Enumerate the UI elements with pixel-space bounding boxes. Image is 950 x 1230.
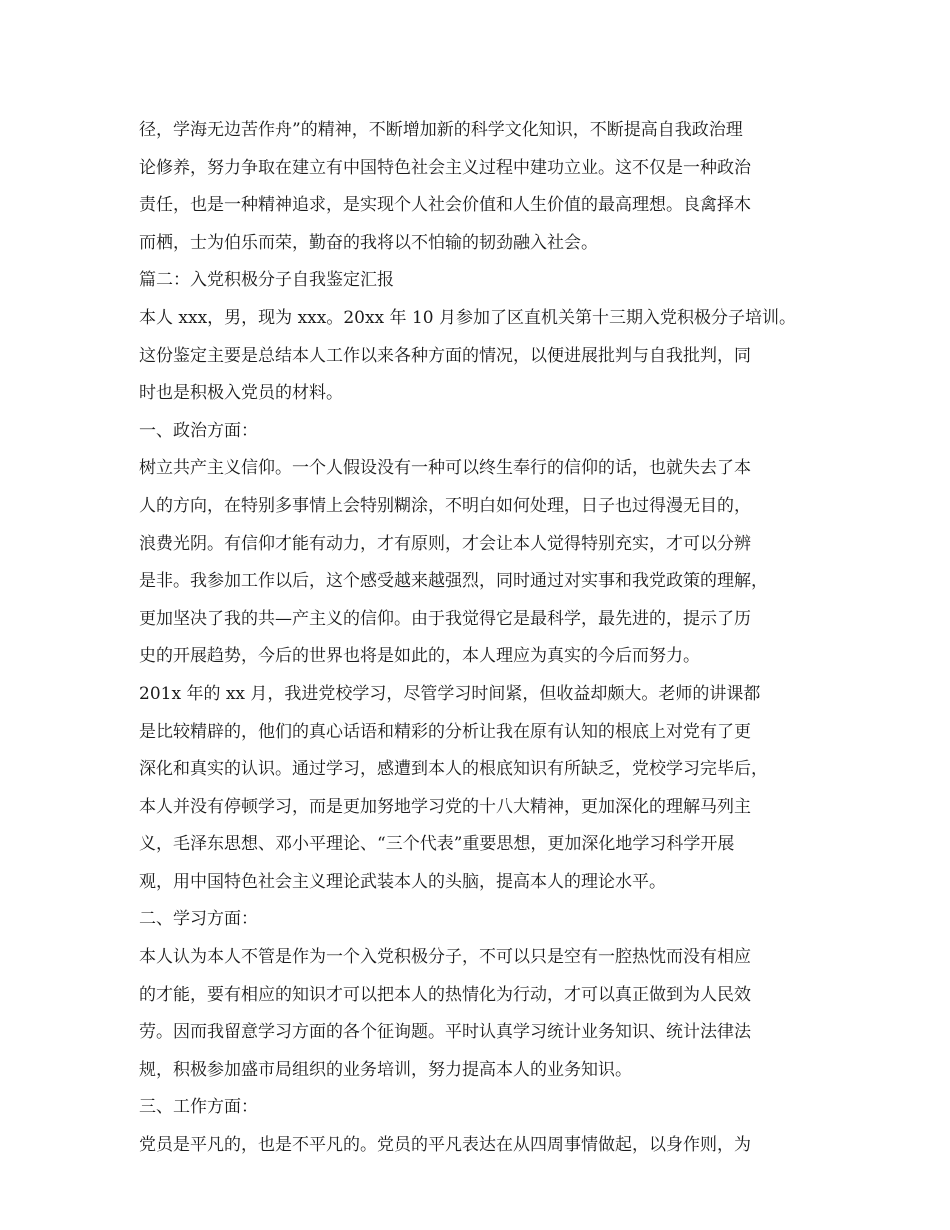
text-line: 径，学海无边苦作舟”的精神，不断增加新的科学文化知识，不断提高自我政治理	[139, 120, 743, 140]
text-line: 201x 年的 xx 月，我进党校学习，尽管学习时间紧，但收益却颇大。老师的讲课都	[139, 683, 761, 704]
text-line: 本人认为本人不管是作为一个入党积极分子，不可以只是空有一腔热忱而没有相应	[139, 947, 751, 968]
text-line: 树立共产主义信仰。一个人假设没有一种可以终生奉行的信仰的话，也就失去了本	[139, 458, 751, 479]
subsection-heading: 三、工作方面：	[139, 1097, 258, 1118]
text-line: 是非。我参加工作以后，这个感受越来越强烈，同时通过对实事和我党政策的理解，	[139, 571, 768, 592]
text-line: 时也是积极入党员的材料。	[139, 383, 343, 404]
text-line: 本人并没有停顿学习，而是更加努地学习党的十八大精神，更加深化的理解马列主	[139, 796, 751, 817]
text-line: 党员是平凡的，也是不平凡的。党员的平凡表达在从四周事情做起，以身作则，为	[139, 1135, 751, 1156]
text-line: 是比较精辟的，他们的真心话语和精彩的分析让我在原有认知的根底上对党有了更	[139, 721, 751, 742]
text-line: 更加坚决了我的共—产主义的信仰。由于我觉得它是最科学，最先进的，提示了历	[139, 608, 751, 629]
text-line: 义，毛泽东思想、邓小平理论、“三个代表”重要思想，更加深化地学习科学开展	[139, 834, 735, 855]
subsection-heading: 一、政治方面：	[139, 420, 258, 441]
text-line: 而栖，士为伯乐而荣，勤奋的我将以不怕输的韧劲融入社会。	[139, 232, 598, 253]
text-line: 人的方向，在特别多事情上会特别糊涂，不明白如何处理，日子也过得漫无目的，	[139, 495, 751, 516]
section-heading: 篇二：入党积极分子自我鉴定汇报	[139, 270, 394, 291]
document-body	[139, 112, 819, 1165]
text-line: 论修养，努力争取在建立有中国特色社会主义过程中建功立业。这不仅是一种政治	[139, 157, 751, 178]
text-line: 浪费光阴。有信仰才能有动力，才有原则，才会让本人觉得特别充实，才可以分辨	[139, 533, 751, 554]
text-line: 观，用中国特色社会主义理论武装本人的头脑，提高本人的理论水平。	[139, 871, 666, 892]
text-line: 责任，也是一种精神追求，是实现个人社会价值和人生价值的最高理想。良禽择木	[139, 195, 751, 216]
subsection-heading: 二、学习方面：	[139, 909, 258, 930]
text-line: 劳。因而我留意学习方面的各个征询题。平时认真学习统计业务知识、统计法律法	[139, 1022, 751, 1043]
text-line: 的才能，要有相应的知识才可以把本人的热情化为行动，才可以真正做到为人民效	[139, 984, 751, 1005]
text-line: 史的开展趋势，今后的世界也将是如此的，本人理应为真实的今后而努力。	[139, 646, 700, 667]
text-line: 本人 xxx，男，现为 xxx。20xx 年 10 月参加了区直机关第十三期入党积极分子培训。	[139, 307, 796, 328]
text-line: 这份鉴定主要是总结本人工作以来各种方面的情况，以便进展批判与自我批判，同	[139, 345, 751, 366]
text-line: 规，积极参加盛市局组织的业务培训，努力提高本人的业务知识。	[139, 1059, 632, 1080]
text-line: 深化和真实的认识。通过学习，感遭到本人的根底知识有所缺乏，党校学习完毕后，	[139, 759, 768, 780]
